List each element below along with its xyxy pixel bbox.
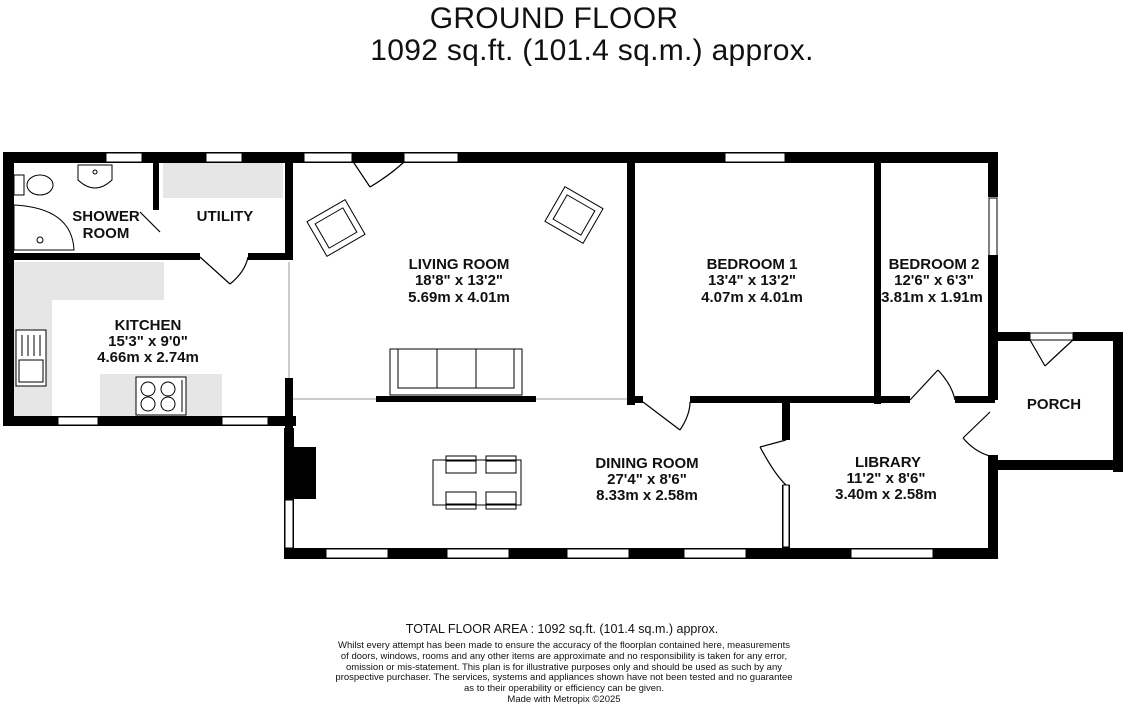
library-metric: 3.40m x 2.58m: [835, 486, 937, 503]
dining-room-label: DINING ROOM: [595, 455, 699, 472]
dining-room-metric: 8.33m x 2.58m: [596, 487, 698, 504]
bedroom2-imperial: 12'6" x 6'3": [894, 272, 974, 289]
total-floor-area: TOTAL FLOOR AREA : 1092 sq.ft. (101.4 sq.m.) approx.: [405, 622, 719, 636]
toilet-icon: [27, 175, 53, 195]
bedroom1-imperial: 13'4" x 13'2": [707, 272, 797, 289]
plan-area: 1092 sq.ft. (101.4 sq.m.) approx.: [370, 34, 814, 67]
bedroom1-metric: 4.07m x 4.01m: [701, 289, 803, 306]
disclaimer-line: omission or mis-statement. This plan is for illustrative purposes only and should be used as such by any: [346, 661, 782, 673]
living-room-metric: 5.69m x 4.01m: [408, 289, 510, 306]
dining-room-imperial: 27'4" x 8'6": [607, 471, 687, 488]
disclaimer-line: prospective purchaser. The services, systems and appliances shown have not been tested and no guarantee: [335, 672, 793, 684]
kitchen-imperial: 15'3" x 9'0": [108, 333, 188, 350]
living-room-imperial: 18'8" x 13'2": [414, 272, 504, 289]
library-label: LIBRARY: [854, 454, 922, 471]
disclaimer-line: Whilst every attempt has been made to ensure the accuracy of the floorplan contained here, measurements: [337, 640, 791, 651]
utility-label: UTILITY: [196, 208, 254, 225]
dining-table-icon: [433, 456, 521, 509]
shower-room-label-2: ROOM: [82, 225, 130, 242]
basin-icon: [78, 165, 112, 188]
disclaimer-line: as to their operability or efficiency can be given.: [464, 683, 664, 695]
kitchen-metric: 4.66m x 2.74m: [97, 349, 199, 366]
kitchen-label: KITCHEN: [114, 317, 182, 334]
armchair-icon: [307, 200, 365, 257]
disclaimer-line: of doors, windows, rooms and any other items are approximate and no responsibility is taken for any error,: [340, 650, 788, 662]
disclaimer: [0, 641, 1128, 706]
shower-room-label: SHOWER: [72, 208, 140, 225]
porch-label: PORCH: [1026, 396, 1082, 413]
room-labels: [72, 208, 1081, 504]
library-imperial: 11'2" x 8'6": [846, 470, 926, 487]
shower-tray-icon: [14, 205, 74, 250]
bedroom2-label: BEDROOM 2: [888, 256, 980, 273]
sofa-icon: [390, 349, 522, 395]
bedroom2-wall-segment: [988, 255, 998, 310]
bedroom2-metric: 3.81m x 1.91m: [881, 289, 983, 306]
disclaimer-credit: Made with Metropix ©2025: [507, 693, 621, 705]
armchair-icon: [545, 187, 603, 244]
doors: [140, 160, 1073, 485]
bedroom1-label: BEDROOM 1: [706, 256, 798, 273]
living-room-label: LIVING ROOM: [408, 256, 510, 273]
bedroom1-wall-segment: [874, 255, 881, 310]
plan-title: GROUND FLOOR: [429, 2, 679, 35]
